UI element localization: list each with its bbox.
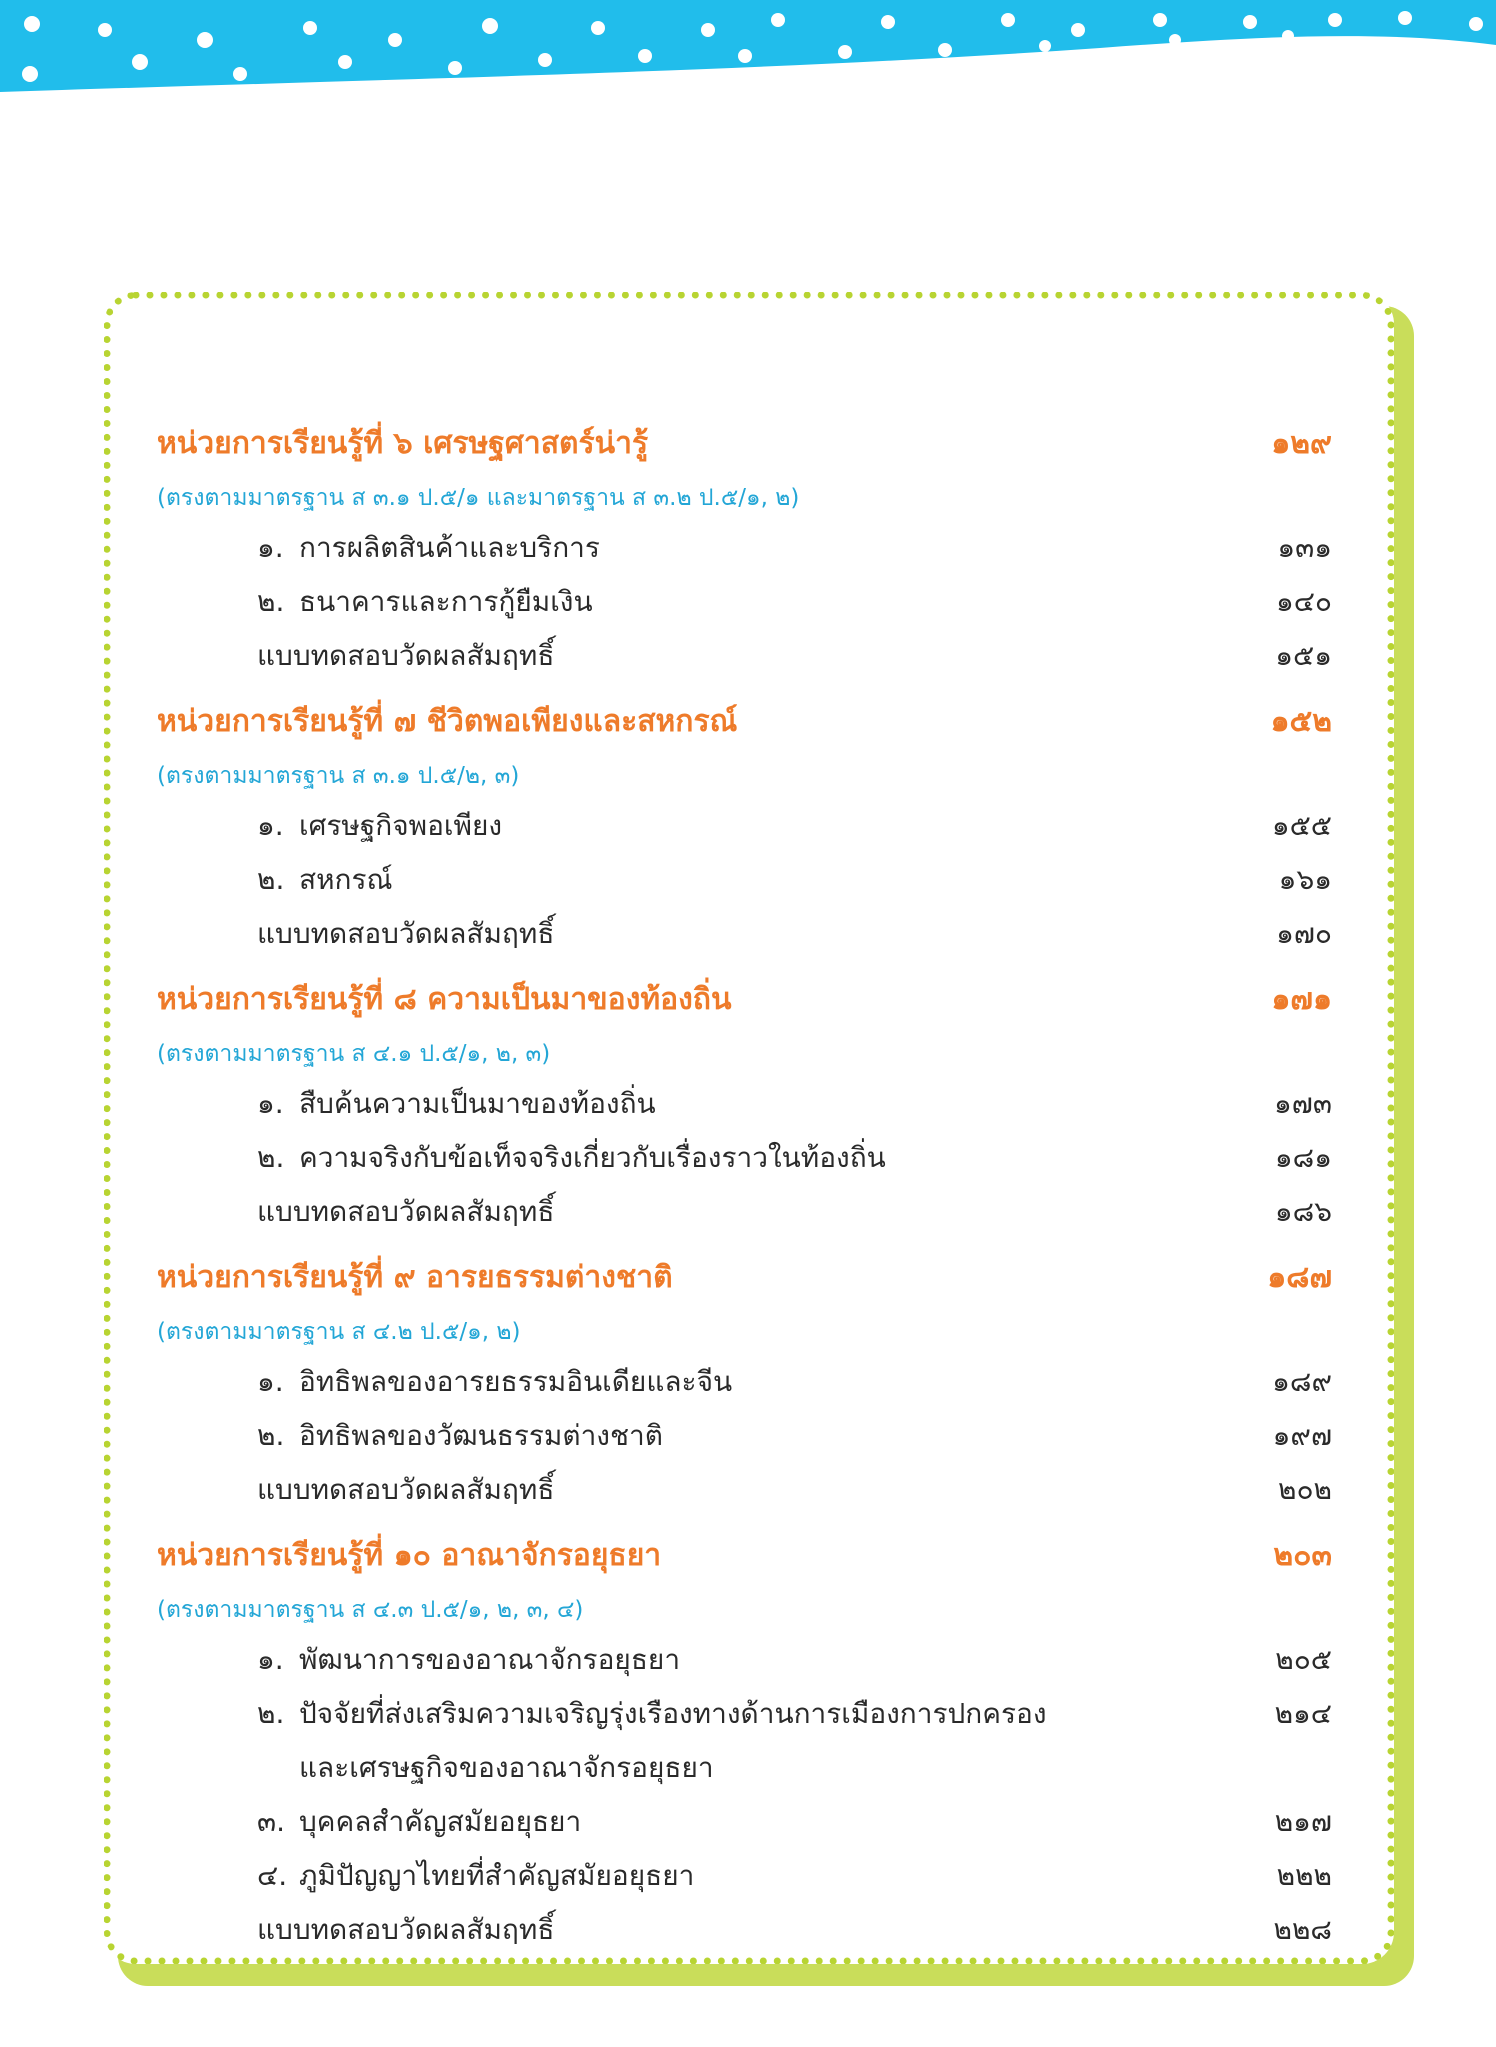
lesson-page-number: ๑๓๑ — [1277, 531, 1332, 564]
unit-section — [157, 971, 1332, 1239]
unit-section — [157, 693, 1332, 961]
toc-row[interactable] — [157, 799, 1332, 853]
lesson-number: ๒. — [257, 585, 285, 618]
lesson-page-number: ๑๔๐ — [1275, 585, 1332, 618]
unit-page-number: ๑๒๙ — [1271, 426, 1332, 461]
lesson-page-number: ๒๑๗ — [1274, 1805, 1332, 1838]
test-title: แบบทดสอบวัดผลสัมฤทธิ์ — [257, 1195, 555, 1228]
unit-standard: (ตรงตามมาตรฐาน ส ๔.๒ ป.๕/๑, ๒) — [157, 1319, 521, 1345]
lesson-number: ๑. — [257, 809, 284, 842]
lesson-number: ๑. — [257, 1087, 284, 1120]
unit-section — [157, 1249, 1332, 1517]
unit-standard: (ตรงตามมาตรฐาน ส ๓.๑ ป.๕/๑ และมาตรฐาน ส ๓.๒ ป.๕/๑, ๒) — [157, 485, 800, 511]
lesson-title: ภูมิปัญญาไทยที่สำคัญสมัยอยุธยา — [299, 1859, 695, 1892]
unit-page-number: ๑๕๒ — [1270, 704, 1332, 739]
lesson-title: ปัจจัยที่ส่งเสริมความเจริญรุ่งเรืองทางด้านการเมืองการปกครอง — [299, 1697, 1047, 1730]
lesson-number: ๑. — [257, 531, 284, 564]
lesson-title: สืบค้นความเป็นมาของท้องถิ่น — [299, 1087, 656, 1120]
toc-row-test[interactable] — [157, 1185, 1332, 1239]
toc-row[interactable] — [157, 1687, 1332, 1741]
lesson-title: เศรษฐกิจพอเพียง — [299, 809, 503, 842]
lesson-number: ๑. — [257, 1365, 284, 1398]
toc-row-test[interactable] — [157, 907, 1332, 961]
lesson-page-number: ๑๘๑ — [1274, 1141, 1332, 1174]
unit-heading[interactable] — [157, 415, 1332, 475]
unit-title: หน่วยการเรียนรู้ที่ ๗ ชีวิตพอเพียงและสหกรณ์ — [157, 704, 738, 739]
test-page-number: ๒๒๘ — [1273, 1913, 1332, 1946]
test-page-number: ๒๐๒ — [1277, 1473, 1332, 1506]
unit-heading[interactable] — [157, 1527, 1332, 1587]
lesson-title: การผลิตสินค้าและบริการ — [299, 531, 600, 564]
lesson-title: บุคคลสำคัญสมัยอยุธยา — [299, 1805, 582, 1838]
lesson-number: ๒. — [257, 1419, 285, 1452]
test-title: แบบทดสอบวัดผลสัมฤทธิ์ — [257, 917, 555, 950]
toc-row-test[interactable] — [157, 1463, 1332, 1517]
unit-standard: (ตรงตามมาตรฐาน ส ๔.๓ ป.๕/๑, ๒, ๓, ๔) — [157, 1597, 584, 1623]
unit-title: หน่วยการเรียนรู้ที่ ๖ เศรษฐศาสตร์น่ารู้ — [157, 426, 649, 461]
toc-row[interactable] — [157, 1633, 1332, 1687]
lesson-title: ความจริงกับข้อเท็จจริงเกี่ยวกับเรื่องราวในท้องถิ่น — [299, 1141, 886, 1174]
lesson-page-number: ๒๒๒ — [1276, 1859, 1332, 1892]
test-page-number: ๑๕๑ — [1275, 639, 1332, 672]
unit-heading[interactable] — [157, 971, 1332, 1031]
banner-wave — [0, 0, 1496, 92]
toc-row[interactable] — [157, 1077, 1332, 1131]
lesson-title: ธนาคารและการกู้ยืมเงิน — [299, 585, 593, 618]
lesson-title-continuation: และเศรษฐกิจของอาณาจักรอยุธยา — [299, 1751, 714, 1784]
lesson-number: ๑. — [257, 1643, 284, 1676]
test-title: แบบทดสอบวัดผลสัมฤทธิ์ — [257, 639, 555, 672]
test-page-number: ๑๗๐ — [1276, 917, 1332, 950]
table-of-contents — [157, 415, 1332, 1957]
test-page-number: ๑๘๖ — [1274, 1195, 1332, 1228]
unit-standard: (ตรงตามมาตรฐาน ส ๓.๑ ป.๕/๒, ๓) — [157, 763, 520, 789]
lesson-page-number: ๑๖๑ — [1278, 863, 1332, 896]
unit-section — [157, 415, 1332, 683]
lesson-title: สหกรณ์ — [299, 863, 393, 896]
lesson-number: ๔. — [257, 1859, 288, 1892]
lesson-number: ๒. — [257, 1697, 285, 1730]
toc-row[interactable] — [157, 1849, 1332, 1903]
unit-heading[interactable] — [157, 693, 1332, 753]
toc-row[interactable] — [157, 575, 1332, 629]
lesson-page-number: ๒๐๕ — [1275, 1643, 1332, 1676]
lesson-number: ๓. — [257, 1805, 286, 1838]
lesson-title: พัฒนาการของอาณาจักรอยุธยา — [299, 1643, 681, 1676]
unit-standard: (ตรงตามมาตรฐาน ส ๔.๑ ป.๕/๑, ๒, ๓) — [157, 1041, 551, 1067]
toc-row-test[interactable] — [157, 629, 1332, 683]
unit-page-number: ๑๗๑ — [1271, 982, 1332, 1017]
toc-row[interactable] — [157, 1355, 1332, 1409]
unit-heading[interactable] — [157, 1249, 1332, 1309]
lesson-page-number: ๑๗๓ — [1274, 1087, 1332, 1120]
toc-row[interactable] — [157, 1131, 1332, 1185]
toc-row[interactable] — [157, 1795, 1332, 1849]
unit-section — [157, 1527, 1332, 1957]
lesson-title: อิทธิพลของอารยธรรมอินเดียและจีน — [299, 1365, 733, 1398]
lesson-number: ๒. — [257, 863, 285, 896]
lesson-page-number: ๒๑๔ — [1274, 1697, 1332, 1730]
toc-row[interactable] — [157, 1409, 1332, 1463]
toc-row-test[interactable] — [157, 1903, 1332, 1957]
lesson-page-number: ๑๕๕ — [1271, 809, 1332, 842]
unit-page-number: ๒๐๓ — [1273, 1538, 1332, 1573]
lesson-title: อิทธิพลของวัฒนธรรมต่างชาติ — [299, 1419, 663, 1452]
toc-row[interactable] — [157, 521, 1332, 575]
unit-title: หน่วยการเรียนรู้ที่ ๑๐ อาณาจักรอยุธยา — [157, 1538, 662, 1573]
test-title: แบบทดสอบวัดผลสัมฤทธิ์ — [257, 1913, 555, 1946]
unit-page-number: ๑๘๗ — [1267, 1260, 1332, 1295]
lesson-number: ๒. — [257, 1141, 285, 1174]
toc-row-continuation[interactable] — [157, 1741, 1332, 1795]
top-banner — [0, 0, 1496, 110]
unit-title: หน่วยการเรียนรู้ที่ ๙ อารยธรรมต่างชาติ — [157, 1260, 673, 1295]
lesson-page-number: ๑๘๙ — [1272, 1365, 1332, 1398]
unit-title: หน่วยการเรียนรู้ที่ ๘ ความเป็นมาของท้องถิ่น — [157, 982, 732, 1017]
test-title: แบบทดสอบวัดผลสัมฤทธิ์ — [257, 1473, 555, 1506]
lesson-page-number: ๑๙๗ — [1272, 1419, 1332, 1452]
toc-row[interactable] — [157, 853, 1332, 907]
